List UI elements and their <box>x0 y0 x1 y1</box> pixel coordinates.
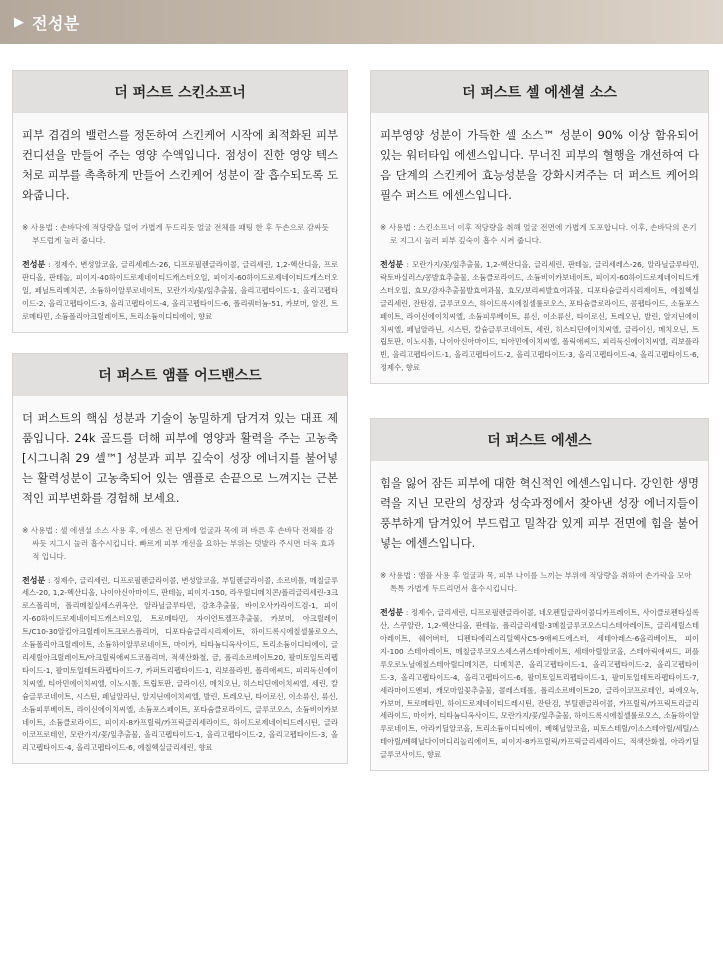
product-body <box>371 461 708 770</box>
product-name: 더 퍼스트 에센스 <box>371 419 708 461</box>
product-body <box>13 396 347 764</box>
product-name: 더 퍼스트 앰플 어드밴스드 <box>13 354 347 396</box>
ingredients-text <box>22 575 338 756</box>
triangle-right-icon: ▶ <box>14 14 24 30</box>
product-description: 힘을 잃어 잠든 피부에 대한 혁신적인 에센스입니다. 강인한 생명력을 지닌 모란의 성장과 성숙과정에서 찾아낸 성장 에너지들이 풍부하게 담겨있어 부드럽고 밀착감 있게 피부 전면에 힘을 불어넣는 에센스입니다. <box>380 476 699 551</box>
product-card-cell-essential-source <box>370 70 709 384</box>
usage-note: ※ 사용법 : 앰플 사용 후 얼굴과 목, 피부 나이를 느끼는 부위에 적당량을 취하여 손가락을 모아 톡톡 가볍게 두드리면서 흡수시킵니다. <box>380 571 692 594</box>
ingredients-label: 전성분 <box>22 575 46 585</box>
ingredients-list: : 정제수, 글리세린, 디프로필렌글라이콜, 변성알코올, 부틸렌글라이콜, 소르비톨, 메칠글루세스-20, 1,2-헥산디올, 나이아신아마이드, 판테놀, 피이지-150, 라우릴디메치콘/폴리글리세린-3크로스폴리머, 폴리메칠실세스퀴옥산, 알라닐글루타민, 감초추출물, 바이오사카라이드검-1, 피이지-60하이드로제네이티드캐스터오일, 트로메타민, 자이언트켈프추출물, 카보머, 아크릴레이트/C10-30알킬아크릴레이트크로스폴리머, 디포타슘글리시리제이트, 하이드록시에칠셀룰로오스, 소듐폴리아크릴레이트, 소듐하이알루로네이트, 마이카, 티타늄디옥사이드, 트리소듐이디티에이, 글리세릴아크릴레이트/아크릴릭애씨드코폴리머, 적색산화철, 금, 폴리소르베이트20, 팔미토일트리펩타이드-1, 팔미토일테트라펩타이드-7, 카퍼트리펩타이드-1, 리보플라빈, 폴리애씨드, 피리독신에이치씨엘, 티아민에이치씨엘, 이노시톨, 트립토판, 글라이신, 메치오닌, 히스티딘에이치씨엘, 세린, 칼슘글루코네이트, 시스틴, 페닐알라닌, 알지닌에이치씨엘, 발린, 트레오닌, 타이로신, 이소류신, 류신, 소듐피루베이트, 라이신에이치씨엘, 소듐포스페이트, 포타슘클로라이드, 글루코오스, 소듐비이카보네이트, 소듐클로라이드, 피이지-8카프릴릭/카프릭글리세라이드, 하이드로제네이티드레시틴, 글라이코프로테인, 모란가지/꽃/잎추출물, 올리고펩타이드-1, 올리고펩타이드-2, 올리고펩타이드-3, 올리고펩타이드-4, 올리고펩타이드-6, 에칠헥실글리세린, 향료 <box>22 575 338 753</box>
product-description: 피부영양 성분이 가득한 셀 소스™ 성분이 90% 이상 함유되어 있는 워터타입 에센스입니다. 무너진 피부의 혈행을 개선하여 다음 단계의 스킨케어 효능성분을 강화시켜주는 더 퍼스트 케어의 필수 퍼스트 에센스입니다. <box>380 128 699 202</box>
product-name: 더 퍼스트 셀 에센셜 소스 <box>371 71 708 113</box>
product-card-ampoule-advanced <box>12 353 348 765</box>
usage-note: ※ 사용법 : 손바닥에 적당량을 덜어 가볍게 두드리듯 얼굴 전체를 패팅 한 후 두손으로 감싸듯 부드럽게 눌러 줍니다. <box>22 223 329 245</box>
left-column <box>12 70 348 764</box>
ingredients-label: 전성분 <box>22 260 46 269</box>
product-description: 더 퍼스트의 핵심 성분과 기술이 농밀하게 담겨져 있는 대표 제품입니다. 24k 골드를 더해 피부에 영양과 활력을 주는 고농축[시그니춰 29 셀™] 성분과 피부 깊숙이 성장 에너지를 불어넣는 활력성분이 고농축되어 있는 앰플로 손끝으로 느껴지는 근본적인 피부변화를 경험해 보세요. <box>22 410 338 505</box>
spacer <box>370 384 709 418</box>
ingredients-list: : 정제수, 글리세린, 디프로필렌글라이콜, 네오펜틸글라이콜디카프레이트, 사이클로펜타실록산, 스쿠알란, 1,2-헥산디올, 판테놀, 폴리글리세릴-3메칠글루코오스디스테아레이트, 글리세릴스테아레이트, 쉐어버터, 디펜타에리스리틸헥사C5-9애씨드에스터, 세테아레스-6올리베이트, 피이지-100 스테아레이트, 메칠글루코오스세스퀴스테아레이트, 세테아릴알코올, 스테아릭애씨드, 퍼플루오로노닐에칠스테아릴디메치콘, 디메치콘, 올리고펩타이드-1, 올리고펩타이드-2, 올리고펩타이드-3, 올리고펩타이드-4, 올리고펩타이드-6, 팔미토일트리펩타이드-1, 팔미토일테트라펩타이드-7, 세라마이드엔피, 캐모마일꽃추출물, 콜레스테롤, 폴리소르베이트20, 글라이코프로테인, 파에오녹, 카보머, 트로메타민, 하이드로제네이티드레시틴, 잔탄검, 부틸렌글라이콜, 카프릴릭/카프릭트리글리세라이드, 마이카, 티타늄디옥사이드, 모란가지/꽃/잎추출물, 하이드록시에칠셀룰로오스, 소듐하이알루로네이트, 아라키딜알코올, 트리소듐이디티에이, 베헤닐알코올, 피토스테릴/이소스테아릴/세틸/스테아릴/베헤닐다이머디리놀리에이트, 피이지-8카프릴릭/카프릭글리세라이드, 적색산화철, 아라키딜글루코사이드, 향료 <box>380 608 699 760</box>
product-card-essence <box>370 418 709 771</box>
spacer <box>12 333 348 353</box>
ingredients-list: : 모란가지/꽃/잎추출물, 1,2-헥산디올, 글리세린, 판테놀, 글리세레스-26, 알라닐글루타민, 락토바실러스/콩발효추출물, 소듐클로라이드, 소듐비이카보네이트, 피이지-60하이드로제네이티드캐스터오일, 효모/감자추출물발효여과물, 효모/보리씨발효여과물, 디포타슘글리시리제이트, 에칠헥실글리세린, 잔탄검, 글루코오스, 하이드록시에칠셀룰로오스, 포타슘클로라이드, 콤펩타이드, 소듐포스페이트, 라이신에이치씨엘, 소듐피루베이트, 류신, 이소류신, 타이로신, 트레오닌, 발린, 알지닌에이치씨엘, 페닐알라닌, 시스틴, 칼슘글루코네이트, 세린, 히스티딘에이치씨엘, 글라이신, 메치오닌, 트립토판, 이노시톨, 나이아신아마이드, 티아민에이치씨엘, 폴릭애씨드, 피리독신에이치씨엘, 리보플라빈, 올리고펩타이드-1, 올리고펩타이드-2, 올리고펩타이드-3, 올리고펩타이드-4, 올리고펩타이드-6, 정제수, 향료 <box>380 260 699 373</box>
usage-note: ※ 사용법 : 셀 에센셜 소스 사용 후, 에센스 전 단계에 얼굴과 목에 펴 바른 후 손바닥 전체를 감싸듯 지그시 눌러 흡수시킵니다. 빠르게 피부 개선을 요하는 부위는 덧발라 주시면 더욱 효과적 입니다. <box>22 525 335 561</box>
section-title: 전성분 <box>32 13 80 33</box>
product-body <box>13 113 347 332</box>
right-column <box>370 70 709 771</box>
product-name: 더 퍼스트 스킨소프너 <box>13 71 347 113</box>
ingredients-text <box>22 259 338 324</box>
product-card-skin-softener <box>12 70 348 333</box>
ingredients-text <box>380 259 699 375</box>
product-description: 피부 겹겹의 밸런스를 정돈하여 스킨케어 시작에 최적화된 피부 컨디션을 만들어 주는 영양 수액입니다. 점성이 진한 영양 텍스처로 피부를 촉촉하게 만들어 스킨케어 성분이 잘 흡수되도록 도와줍니다. <box>22 128 338 202</box>
ingredients-label: 전성분 <box>380 608 404 618</box>
ingredients-list: : 정제수, 변성알코올, 글리세레스-26, 디프로필렌글라이콜, 글리세린, 1,2-헥산디올, 프로판디올, 판테놀, 피이지-40하이드로제네이티드캐스터오일, 피이지-60하이드로제네이티드캐스터오일, 페닐트리메치콘, 소듐하이알루로네이트, 모란가지/꽃/잎추출물, 올리고펩타이드-1, 올리고펩타이드-2, 올리고펩타이드-3, 올리고펩타이드-4, 올리고펩타이드-6, 폴리쿼터늄-51, 카보머, 알진, 트로메타민, 소듐폴리아크릴레이트, 트리소듐이디티에이, 향료 <box>22 260 338 321</box>
usage-note: ※ 사용법 : 스킨소프너 이후 적당량을 취해 얼굴 전면에 가볍게 도포합니다. 이후, 손바닥의 온기로 지그시 눌러 피부 깊숙이 흡수 시켜 줍니다. <box>380 223 697 245</box>
product-body <box>371 113 708 383</box>
section-header-bar <box>0 0 723 44</box>
ingredients-label: 전성분 <box>380 260 404 269</box>
ingredients-text <box>380 607 699 762</box>
